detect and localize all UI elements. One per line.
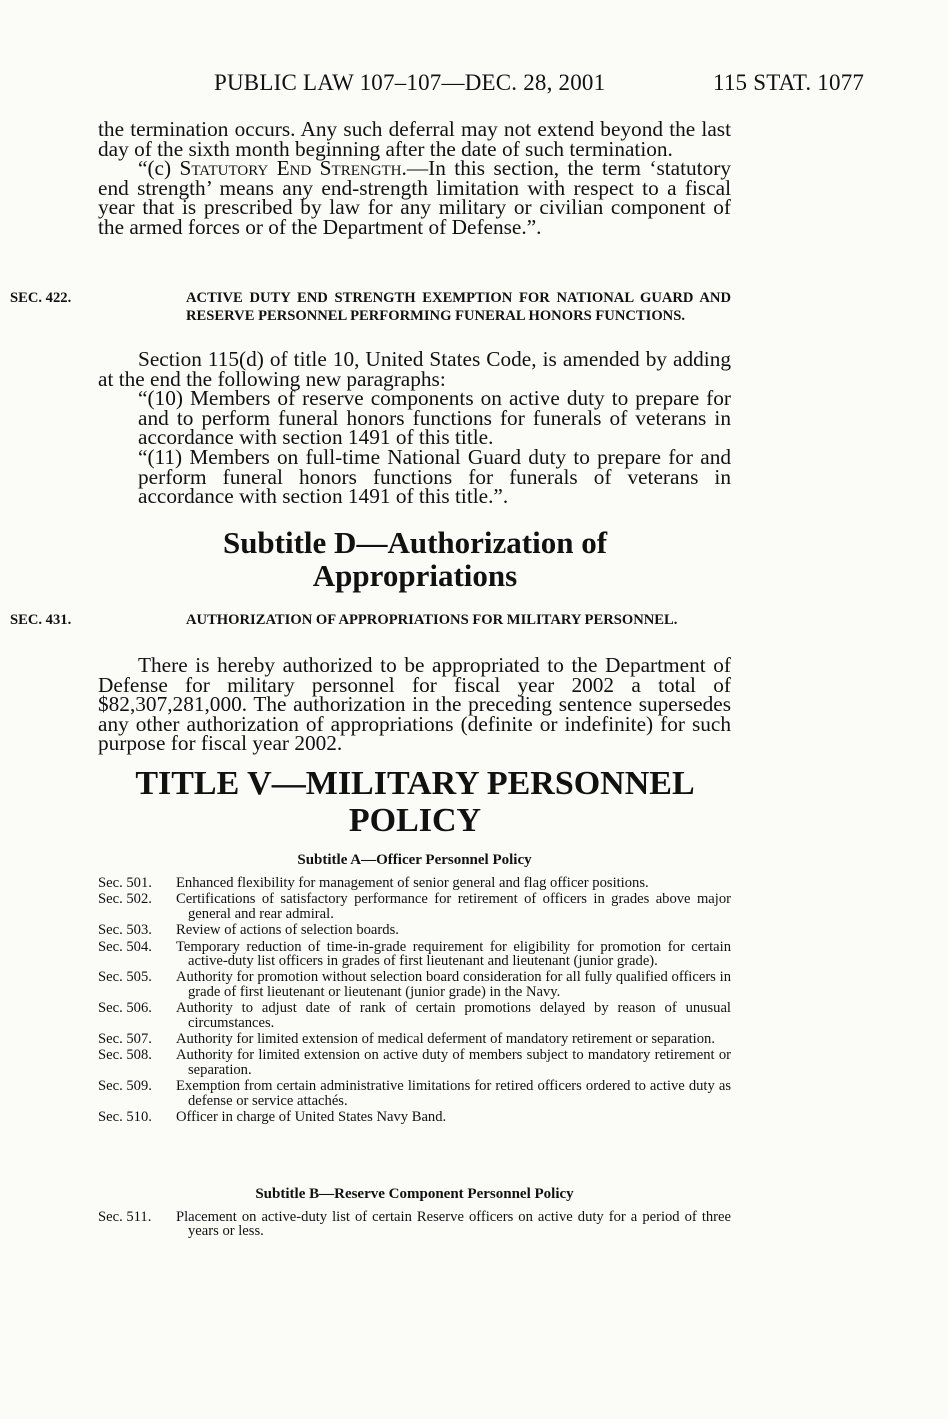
section-title: ACTIVE DUTY END STRENGTH EXEMPTION FOR NATIONAL GUARD AND RESERVE PERSONNEL PERFORMING FUNERAL HONORS FUNCTIONS. <box>186 290 731 324</box>
toc-item <box>98 876 731 890</box>
toc-item <box>98 1110 731 1124</box>
title-v-heading <box>120 765 710 839</box>
toc-item <box>98 1032 731 1046</box>
toc-text: Review of actions of selection boards. <box>176 922 399 939</box>
toc-item <box>98 970 731 999</box>
section-431-heading <box>10 611 731 629</box>
paragraph-11: “(11) Members on full-time National Guard duty to prepare for and perform funeral honors functions for funerals of veterans in accordance with section 1491 of this title.”. <box>138 444 731 509</box>
toc-text: Authority to adjust date of rank of certain promotions delayed by reason of unusual circumstances. <box>176 1000 731 1031</box>
toc-item <box>98 1001 731 1030</box>
intro-block <box>98 117 731 239</box>
subsection-c-paragraph <box>98 156 731 239</box>
toc-list-b <box>98 1210 731 1241</box>
toc-text: Certifications of satisfactory performance for retirement of officers in grades above major general and rear admiral. <box>176 891 731 922</box>
section-422-lead: Section 115(d) of title 10, United States Code, is amended by adding at the end the following new paragraphs: <box>98 347 731 391</box>
running-header-title: PUBLIC LAW 107–107—DEC. 28, 2001 <box>214 70 606 95</box>
toc-text: Authority for promotion without selection board consideration for all fully qualified officers in grade of first lieutenant or lieutenant (junior grade) in the Navy. <box>176 969 731 1000</box>
toc-number: Sec. 508. <box>98 1047 152 1064</box>
subtitle-d-heading <box>140 526 690 592</box>
toc-text: Exemption from certain administrative limitations for retired officers ordered to active duty as defense or service attachés. <box>176 1078 731 1109</box>
toc-item <box>98 1210 731 1239</box>
toc-text: Authority for limited extension of medical deferment of mandatory retirement or separation. <box>176 1031 715 1048</box>
section-431-text: There is hereby authorized to be appropriated to the Department of Defense for military personnel for fiscal year 2002 a total of $82,307,281,000. The authorization in the preceding sentence supersedes any other authorization of appropriations (definite or indefinite) for such purpose for fiscal year 2002. <box>98 653 731 756</box>
subtitle-d-line1: Subtitle D—Authorization of <box>222 525 608 560</box>
title-v-line2: POLICY <box>348 802 482 839</box>
section-label: SEC. 431. <box>10 612 72 628</box>
toc-number: Sec. 504. <box>98 938 152 955</box>
toc-item <box>98 1079 731 1108</box>
toc-text: Officer in charge of United States Navy Band. <box>176 1109 447 1126</box>
toc-item <box>98 923 731 937</box>
subtitle-d-line2: Appropriations <box>312 558 518 593</box>
section-422-body <box>98 347 731 509</box>
subsection-text: .—In this section, the term ‘statutory end strength’ means any end-strength limitation with respect to a fiscal year that is prescribed by law for any military or civilian component of the armed forces or of the Department of Defense.”. <box>98 156 731 239</box>
toc-number: Sec. 509. <box>98 1078 152 1095</box>
toc-number: Sec. 510. <box>98 1109 152 1126</box>
continuation-paragraph: the termination occurs. Any such deferral may not extend beyond the last day of the sixth month beginning after the date of such termination. <box>98 117 731 161</box>
toc-text: Enhanced flexibility for management of senior general and flag officer positions. <box>176 875 649 891</box>
toc-list-a <box>98 876 731 1127</box>
toc-number: Sec. 511. <box>98 1209 152 1225</box>
toc-number: Sec. 501. <box>98 875 152 891</box>
toc-number: Sec. 506. <box>98 1000 152 1017</box>
paragraph-10: “(10) Members of reserve components on active duty to prepare for and to perform funeral honors functions for funerals of veterans in accordance with section 1491 of this title. <box>138 386 731 450</box>
section-title: AUTHORIZATION OF APPROPRIATIONS FOR MILITARY PERSONNEL. <box>186 612 678 628</box>
toc-item <box>98 940 731 969</box>
toc-text: Placement on active-duty list of certain Reserve officers on active duty for a period of three years or less. <box>176 1209 731 1240</box>
section-422-heading <box>10 289 731 325</box>
subsection-prefix: “(c) <box>138 156 172 181</box>
toc-number: Sec. 503. <box>98 922 152 939</box>
toc-text: Temporary reduction of time-in-grade requirement for eligibility for promotion for certain active-duty list officers in grades of first lieutenant and lieutenant (junior grade). <box>176 938 731 970</box>
running-header-page: 115 STAT. 1077 <box>713 70 865 95</box>
toc-text: Authority for limited extension on active duty of members subject to mandatory retirement or separation. <box>176 1047 731 1078</box>
toc-item <box>98 892 731 921</box>
toc-subtitle-b: Subtitle B—Reserve Component Personnel Policy <box>255 1186 574 1202</box>
toc-item <box>98 1048 731 1077</box>
subsection-caption: Statutory End Strength <box>179 156 402 181</box>
toc-number: Sec. 502. <box>98 891 152 908</box>
toc-number: Sec. 507. <box>98 1031 152 1048</box>
toc-number: Sec. 505. <box>98 969 152 986</box>
section-label: SEC. 422. <box>10 290 72 306</box>
toc-subtitle-a: Subtitle A—Officer Personnel Policy <box>297 852 532 868</box>
title-v-line1: TITLE V—MILITARY PERSONNEL <box>135 765 695 802</box>
section-431-body <box>98 653 731 756</box>
